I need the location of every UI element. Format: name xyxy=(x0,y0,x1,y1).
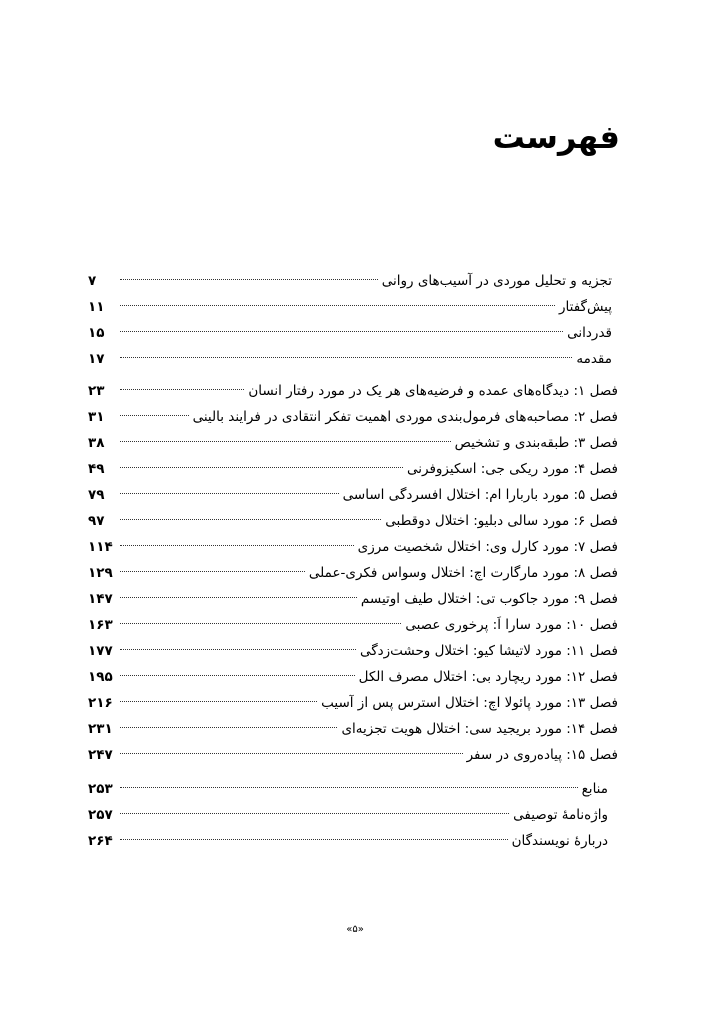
toc-entry-page: ۲۳۱ xyxy=(88,721,113,737)
toc-entry-title: فصل ۱۰: مورد سارا اَ: پرخوری عصبی xyxy=(405,617,618,633)
toc-entry[interactable] xyxy=(88,320,618,346)
toc-entry-page: ۳۱ xyxy=(88,409,105,425)
toc-entry-page: ۱۵ xyxy=(88,325,105,341)
dot-leader xyxy=(120,331,563,332)
toc-entry[interactable] xyxy=(88,776,618,802)
toc-entry-page: ۱۷ xyxy=(88,351,105,367)
toc-entry-title: واژه‌نامهٔ توصیفی xyxy=(513,807,608,823)
toc-entry-title: فصل ۱: دیدگاه‌های عمده و فرضیه‌های هر یک در مورد رفتار انسان xyxy=(248,383,618,399)
dot-leader xyxy=(120,389,244,390)
toc-entry-page: ۲۵۳ xyxy=(88,781,113,797)
dot-leader xyxy=(120,467,403,468)
dot-leader xyxy=(120,441,451,442)
toc-entry[interactable] xyxy=(88,802,618,828)
toc-entry-title: فصل ۴: مورد ریکی جی: اسکیزوفرنی xyxy=(406,461,618,477)
toc-entry-title: مقدمه xyxy=(576,351,612,367)
dot-leader xyxy=(120,519,381,520)
toc-entry-page: ۱۷۷ xyxy=(88,643,113,659)
dot-leader xyxy=(120,675,355,676)
toc-front-matter xyxy=(88,268,618,372)
toc-entry-page: ۱۹۵ xyxy=(88,669,113,685)
toc-entry-page: ۲۱۶ xyxy=(88,695,113,711)
toc-entry-page: ۱۱۴ xyxy=(88,539,113,555)
dot-leader xyxy=(120,279,378,280)
toc-entry[interactable] xyxy=(88,404,618,430)
toc-entry-page: ۲۵۷ xyxy=(88,807,113,823)
dot-leader xyxy=(120,753,463,754)
toc-entry-page: ۲۶۴ xyxy=(88,833,113,849)
toc-entry[interactable] xyxy=(88,742,618,768)
toc-entry[interactable] xyxy=(88,430,618,456)
toc-entry[interactable] xyxy=(88,664,618,690)
toc-entry[interactable] xyxy=(88,534,618,560)
toc-entry[interactable] xyxy=(88,828,618,854)
toc-entry-page: ۱۱ xyxy=(88,299,105,315)
dot-leader xyxy=(120,813,509,814)
toc-entry-title: فصل ۹: مورد جاکوب تی: اختلال طیف اوتیسم xyxy=(360,591,618,607)
dot-leader xyxy=(120,493,339,494)
toc-entry[interactable] xyxy=(88,586,618,612)
toc-entry[interactable] xyxy=(88,690,618,716)
toc-entry[interactable] xyxy=(88,560,618,586)
dot-leader xyxy=(120,415,189,416)
dot-leader xyxy=(120,623,401,624)
toc-entry[interactable] xyxy=(88,482,618,508)
dot-leader xyxy=(120,839,508,840)
dot-leader xyxy=(120,357,572,358)
page-number: «۵» xyxy=(346,924,364,935)
toc-entry-title: فصل ۷: مورد کارل وی: اختلال شخصیت مرزی xyxy=(357,539,618,555)
toc-entry[interactable] xyxy=(88,638,618,664)
toc-entry-title: فصل ۵: مورد باربارا ام: اختلال افسردگی اساسی xyxy=(342,487,618,503)
toc-entry-title: قدردانی xyxy=(567,325,612,341)
toc-entry-title: فصل ۱۵: پیاده‌روی در سفر xyxy=(466,747,618,763)
dot-leader xyxy=(120,787,578,788)
toc-entry-page: ۳۸ xyxy=(88,435,105,451)
toc-entry-title: فصل ۲: مصاحبه‌های فرمول‌بندی موردی اهمیت تفکر انتقادی در فرایند بالینی xyxy=(192,409,618,425)
toc-entry-page: ۷ xyxy=(88,273,97,289)
dot-leader xyxy=(120,649,356,650)
toc-entry-title: فصل ۸: مورد مارگارت اچ: اختلال وسواس فکری-عملی xyxy=(308,565,618,581)
dot-leader xyxy=(120,571,305,572)
toc-entry[interactable] xyxy=(88,612,618,638)
toc-entry-title: فصل ۳: طبقه‌بندی و تشخیص xyxy=(454,435,618,451)
toc-entry[interactable] xyxy=(88,346,618,372)
dot-leader xyxy=(120,701,317,702)
toc-entry-title: دربارهٔ نویسندگان xyxy=(511,833,608,849)
toc-entry-title: فصل ۱۴: مورد بریجید سی: اختلال هویت تجزیه‌ای xyxy=(341,721,618,737)
toc-gap xyxy=(88,768,618,776)
toc-entry[interactable] xyxy=(88,716,618,742)
toc-chapters xyxy=(88,378,618,768)
toc-back-matter xyxy=(88,776,618,854)
toc-entry[interactable] xyxy=(88,456,618,482)
toc-entry-page: ۱۲۹ xyxy=(88,565,113,581)
toc-entry-title: فصل ۱۱: مورد لاتیشا کیو: اختلال وحشت‌زدگی xyxy=(359,643,618,659)
toc-entry[interactable] xyxy=(88,508,618,534)
toc-entry-page: ۲۴۷ xyxy=(88,747,113,763)
toc-entry-title: فصل ۱۲: مورد ریچارد بی: اختلال مصرف الکل xyxy=(358,669,618,685)
toc-entry-title: پیش‌گفتار xyxy=(558,299,612,315)
dot-leader xyxy=(120,727,337,728)
toc-entry[interactable] xyxy=(88,268,618,294)
toc-entry-page: ۲۳ xyxy=(88,383,105,399)
toc-entry[interactable] xyxy=(88,378,618,404)
dot-leader xyxy=(120,305,555,306)
toc-entry-page: ۱۶۳ xyxy=(88,617,113,633)
toc-entry-title: فصل ۱۳: مورد پائولا اچ: اختلال استرس پس از آسیب xyxy=(321,695,618,711)
toc-entry-page: ۷۹ xyxy=(88,487,105,503)
dot-leader xyxy=(120,597,357,598)
toc-entry[interactable] xyxy=(88,294,618,320)
toc-entry-title: تجزیه و تحلیل موردی در آسیب‌های روانی xyxy=(381,273,612,289)
page-title: فهرست xyxy=(492,118,620,156)
toc-entry-page: ۱۴۷ xyxy=(88,591,113,607)
toc-entry-page: ۴۹ xyxy=(88,461,105,477)
dot-leader xyxy=(120,545,354,546)
toc-entry-title: فصل ۶: مورد سالی دبلیو: اختلال دوقطبی xyxy=(385,513,618,529)
toc-entry-title: منابع xyxy=(581,781,608,797)
table-of-contents xyxy=(88,268,618,854)
toc-entry-page: ۹۷ xyxy=(88,513,105,529)
